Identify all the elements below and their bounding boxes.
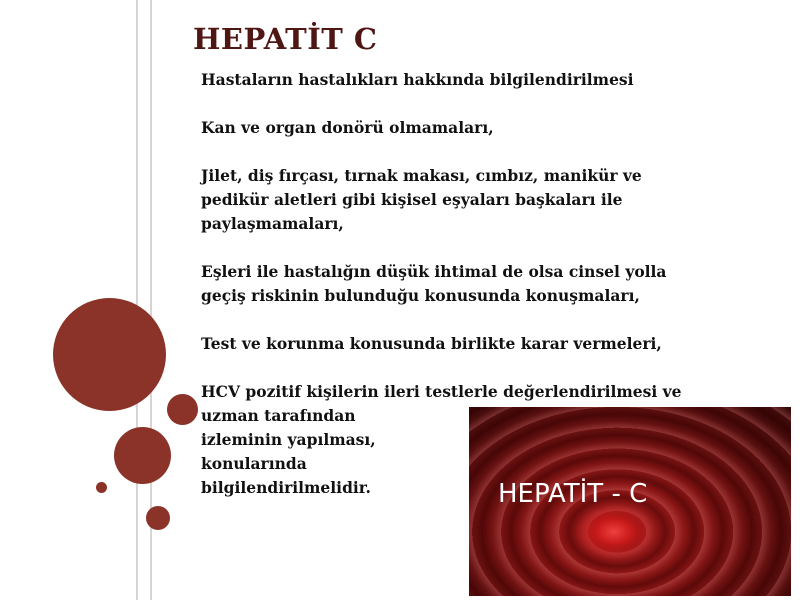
paragraph-donor	[201, 116, 791, 140]
text-line: bilgilendirilmelidir.	[201, 478, 371, 497]
decorative-line-left	[136, 0, 138, 600]
text-line: Jilet, diş fırçası, tırnak makası, cımbız, manikür ve	[201, 166, 642, 185]
text-line: Kan ve organ donörü olmamaları,	[201, 118, 494, 137]
paragraph-testing-decision	[201, 332, 791, 356]
text-line: Eşleri ile hastalığın düşük ihtimal de olsa cinsel yolla	[201, 262, 667, 281]
text-line: HCV pozitif kişilerin ileri testlerle değerlendirilmesi ve	[201, 382, 682, 401]
text-line: Test ve korunma konusunda birlikte karar vermeleri,	[201, 334, 662, 353]
decorative-circle-tiny	[96, 482, 107, 493]
text-line: geçiş riskinin bulunduğu konusunda konuşmaları,	[201, 286, 640, 305]
decorative-circle-large	[53, 298, 166, 411]
text-line: Hastaların hastalıkları hakkında bilgilendirilmesi	[201, 70, 634, 89]
paragraph-personal-items	[201, 164, 791, 236]
paragraph-patient-information	[201, 68, 791, 92]
text-line: konularında	[201, 454, 307, 473]
text-line: uzman tarafından	[201, 406, 356, 425]
text-line: pedikür aletleri gibi kişisel eşyaları başkaları ile	[201, 190, 623, 209]
slide-title: HEPATİT C	[193, 22, 378, 56]
decorative-circle-bottom	[146, 506, 170, 530]
blood-vessel-image	[469, 407, 791, 596]
text-line: paylaşmamaları,	[201, 214, 344, 233]
text-line: izleminin yapılması,	[201, 430, 376, 449]
paragraph-partner-transmission	[201, 260, 791, 308]
image-caption: HEPATİT - C	[498, 479, 648, 509]
decorative-circle-medium	[114, 427, 171, 484]
decorative-circle-small	[167, 394, 198, 425]
